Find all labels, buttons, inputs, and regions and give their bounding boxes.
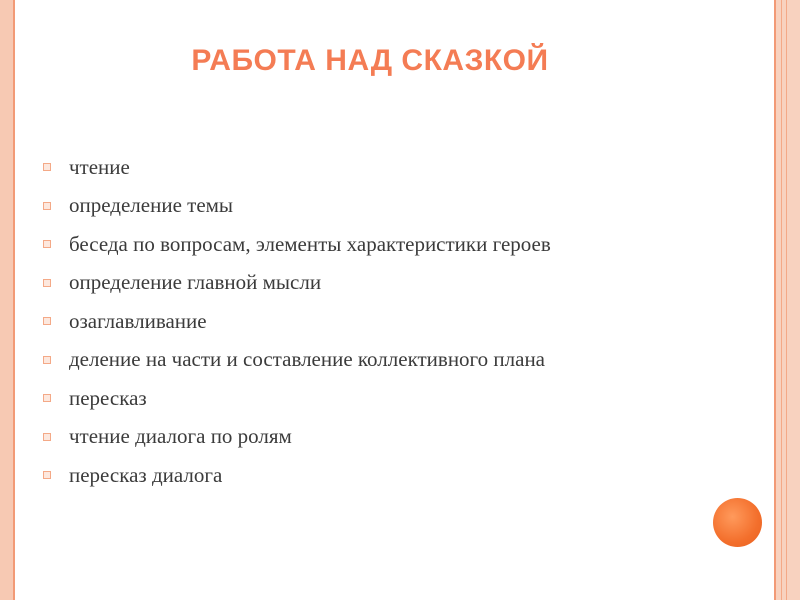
list-item	[42, 302, 551, 341]
bullet-icon	[42, 355, 52, 365]
list-item	[42, 148, 551, 187]
list-item-text: озаглавливание	[69, 308, 207, 333]
list-item-text: определение темы	[69, 193, 234, 218]
bullet-icon	[42, 393, 52, 403]
slide-title: РАБОТА НАД СКАЗКОЙ	[191, 44, 549, 77]
right-border-line	[781, 0, 782, 600]
list-item-text: беседа по вопросам, элементы характеристики героев	[69, 231, 551, 256]
list-item-text: чтение	[69, 154, 130, 179]
right-border-frame	[776, 0, 800, 600]
list-item	[42, 264, 551, 303]
decorative-circle-icon	[713, 498, 762, 547]
bullet-icon	[42, 316, 52, 326]
list-item	[42, 341, 551, 380]
list-item-text: пересказ	[69, 385, 147, 410]
list-item-text: деление на части и составление коллективного плана	[69, 347, 545, 372]
bullet-icon	[42, 470, 52, 480]
bullet-icon	[42, 432, 52, 442]
list-item-text: определение главной мысли	[69, 270, 322, 295]
bullet-icon	[42, 278, 52, 288]
left-border-frame	[0, 0, 13, 600]
bullet-icon	[42, 162, 52, 172]
list-item	[42, 225, 551, 264]
bullet-list	[42, 148, 551, 495]
list-item-text: чтение диалога по ролям	[69, 424, 292, 449]
list-item	[42, 418, 551, 457]
list-item	[42, 379, 551, 418]
left-border-line	[13, 0, 15, 600]
bullet-icon	[42, 239, 52, 249]
right-border-line	[786, 0, 787, 600]
list-item-text: пересказ диалога	[69, 462, 223, 487]
bullet-icon	[42, 201, 52, 211]
list-item	[42, 187, 551, 226]
list-item	[42, 456, 551, 495]
right-border-line	[774, 0, 776, 600]
